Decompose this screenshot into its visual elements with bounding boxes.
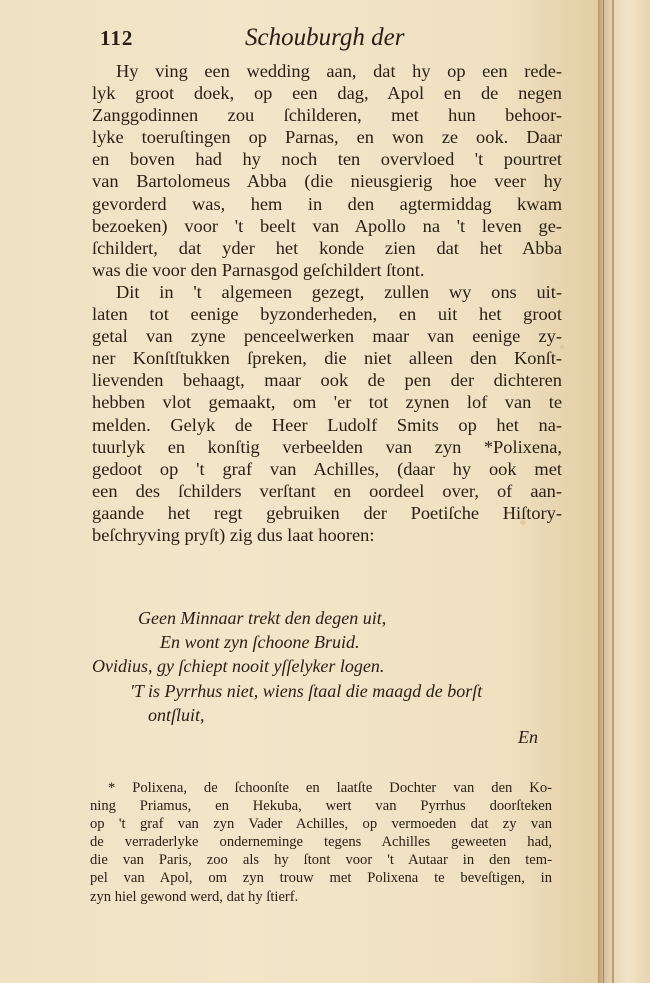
text-line: laten tot eenige byzonderheden, en uit het groot — [92, 304, 562, 325]
text-line: ſchildert, dat yder het konde zien dat het Abba — [92, 237, 562, 258]
text-line: ner Konſtſtukken ſpreken, die niet alleen den Konſt- — [92, 348, 562, 369]
page-edge-line — [612, 0, 614, 983]
text-line: van Bartolomeus Abba (die nieusgierig hoe veer hy — [92, 171, 562, 192]
text-line: getal van zyne penceelwerken maar van eenige zy- — [92, 326, 562, 347]
text-line: gedoot op 't graf van Achilles, (daar hy ook met — [92, 458, 562, 479]
text-line: gevorderd was, hem in den agtermiddag kwam — [92, 193, 562, 214]
body-text — [92, 60, 562, 546]
text-line: Zanggodinnen zou ſchilderen, met hun behoor- — [92, 105, 562, 126]
verse-line: Ovidius, gy ſchiept nooit yſſelyker logen. — [92, 656, 385, 677]
footnote-line: de verraderlyke ondernemingе tegens Achilles geweeten had, — [90, 834, 552, 851]
text-line: Hy ving een wedding aan, dat hy op een rede- — [116, 61, 562, 81]
footnote-line: op 't graf van zyn Vader Achilles, op vermoeden dat zy van — [90, 816, 552, 833]
footnote-line: * Polixena, de ſchoonſte en laatſte Dochter van den Ko- — [108, 780, 552, 796]
footnote — [90, 779, 552, 906]
text-line: lievenden behaagt, maar ook de pen der dichteren — [92, 370, 562, 391]
verse-line: Geen Minnaar trekt den degen uit, — [138, 608, 387, 628]
footnote-line: pel van Apol, om zyn trouw met Polixena te beveſtigen, in — [90, 870, 552, 887]
text-line: lyk groot doek, op een dag, Apol en de negen — [92, 83, 562, 104]
footnote-line: die van Paris, zoo als hy ſtont voor 't Autaar in den tem- — [90, 852, 552, 869]
text-line: bezoeken) voor 't beelt van Apollo na 't leven ge- — [92, 215, 562, 236]
verse-line: ontſluit, — [148, 704, 205, 725]
text-line: lyke toeruſtingen op Parnas, en won ze ook. Daar — [92, 127, 562, 148]
verse-block — [92, 606, 562, 727]
text-line: tuurlyk en konſtig verbeelden van zyn *Polixena, — [92, 436, 562, 457]
catchword: En — [518, 727, 538, 747]
verse-line: En wont zyn ſchoone Bruid. — [160, 632, 360, 653]
verse-line: 'T is Pyrrhus niet, wiens ſtaal die maagd de borſt — [130, 680, 483, 701]
text-line: was die voor den Parnasgod geſchildert ſtont. — [92, 259, 425, 280]
text-line: melden. Gelyk de Heer Ludolf Smits op het na- — [92, 414, 562, 435]
text-line: Dit in 't algemeen gezegt, zullen wy ons uit- — [116, 281, 562, 302]
running-head — [100, 22, 570, 62]
text-line: hebben vlot gemaakt, om 'er tot zynen lof van te — [92, 392, 562, 413]
text-line: gaande het regt gebruiken der Poetiſche Hiſtory- — [92, 502, 562, 523]
footnote-line: zyn hiel gewond werd, dat hy ſtierf. — [90, 888, 299, 905]
running-title: Schouburgh der — [245, 24, 405, 51]
text-line: en boven had hy noch ten overvloed 't pourtret — [92, 149, 562, 170]
binding-line — [603, 0, 604, 983]
page-edge — [598, 0, 650, 983]
text-line: een des ſchilders verſtant en oordeel over, of aan- — [92, 480, 562, 501]
footnote-line: ning Priamus, en Hekuba, wert van Pyrrhus doorſteken — [90, 798, 552, 815]
text-line: beſchryving pryſt) zig dus laat hooren: — [92, 524, 375, 545]
page-number: 112 — [100, 26, 134, 50]
